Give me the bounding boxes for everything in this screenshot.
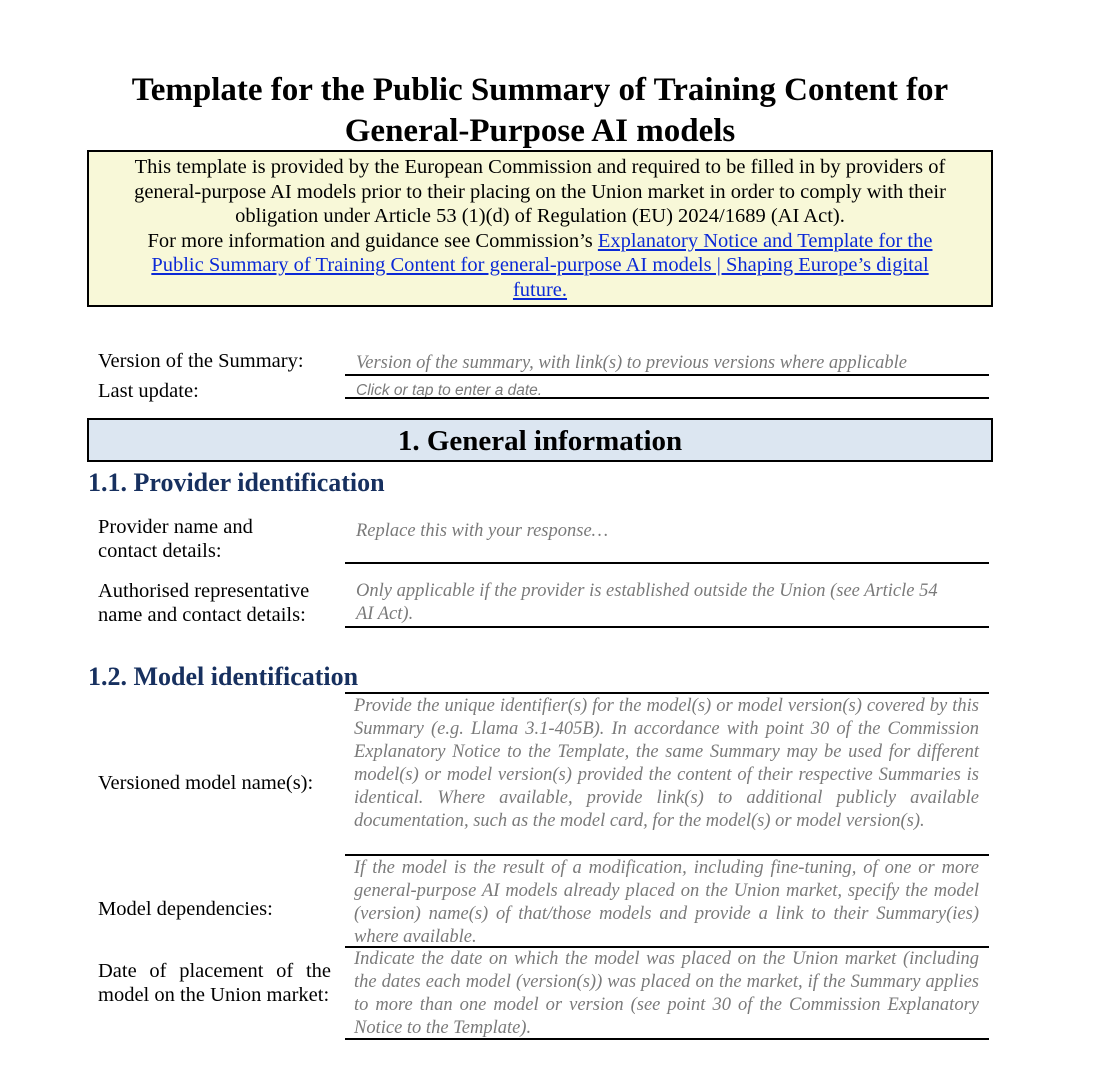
provider-label-line-1: Provider name and [98, 516, 253, 538]
notice-line-3: obligation under Article 53 (1)(d) of Regulation (EU) 2024/1689 (AI Act). [235, 205, 845, 227]
notice-line-2: general-purpose AI models prior to their placing on the Union market in order to comply with their [134, 180, 946, 203]
version-field[interactable]: Version of the summary, with link(s) to previous versions where applicable [356, 353, 907, 373]
notice-box [87, 150, 993, 307]
title-line-1: Template for the Public Summary of Training Content for [131, 72, 949, 108]
versioned-model-field[interactable]: Provide the unique identifier(s) for the model(s) or model version(s) covered by this Summary (e.g. Llama 3.1-405B). In accordance with point 30 of the Commission Explanatory Notice to the Template, the same Summary may be used for different model(s) or model version(s) provided the content of their respective Summaries is identical. Where available, provide link(s) to additional publicly available documentation, such as the model card, for the model(s) or model version(s). [354, 696, 979, 831]
last-update-date-picker[interactable]: Click or tap to enter a date. [356, 382, 543, 399]
provider-label-line-2: contact details: [98, 540, 222, 562]
provider-underline [345, 562, 989, 564]
representative-label [98, 579, 309, 627]
subsection-1-1-heading: 1.1. Provider identification [88, 468, 385, 497]
representative-placeholder-line-1: Only applicable if the provider is established outside the Union (see Article 54 [356, 581, 938, 601]
notice-line-4 [89, 229, 991, 254]
subsection-1-2-heading: 1.2. Model identification [88, 662, 359, 691]
placement-date-label: Date of placement of the model on the Union market: [98, 960, 331, 1006]
last-update-underline [345, 397, 989, 399]
representative-placeholder-line-2: AI Act). [356, 604, 414, 624]
notice-line-5 [89, 253, 991, 278]
explanatory-notice-link-end[interactable]: future. [512, 278, 568, 301]
placement-underline [345, 1038, 989, 1040]
representative-field[interactable] [356, 580, 986, 626]
version-underline [345, 374, 989, 376]
placement-date-field[interactable]: Indicate the date on which the model was placed on the Union market (including the dates each model (version(s)) was placed on the market, if the Summary applies to more than one model or version (see point 30 of the Commission Explanatory Notice to the Template). [354, 949, 979, 1038]
representative-label-line-1: Authorised representative [98, 580, 310, 602]
model-dependencies-field[interactable]: If the model is the result of a modification, including fine-tuning, of one or more general-purpose AI models already placed on the Union market, specify the model (version) name(s) of that/those models and provide a link to their Summary(ies) where available. [354, 858, 979, 947]
model-dependencies-label: Model dependencies: [98, 898, 273, 920]
last-update-label: Last update: [98, 380, 199, 402]
section-1-heading: 1. General information [87, 418, 993, 462]
versioned-top-rule [345, 692, 989, 694]
notice-line-1: This template is provided by the European Commission and required to be filled in by providers of [134, 156, 946, 178]
representative-label-line-2: name and contact details: [98, 604, 306, 626]
version-label: Version of the Summary: [98, 350, 304, 372]
document-title [60, 70, 1020, 152]
versioned-model-label: Versioned model name(s): [98, 772, 314, 794]
explanatory-notice-link[interactable]: Explanatory Notice and Template for the [597, 229, 933, 252]
provider-field[interactable]: Replace this with your response… [356, 521, 609, 541]
title-line-2: General-Purpose AI models [344, 113, 736, 149]
explanatory-notice-link-cont[interactable]: Public Summary of Training Content for general-purpose AI models | Shaping Europe’s digital [151, 254, 929, 276]
notice-line-4-prefix: For more information and guidance see Commission’s [147, 229, 598, 252]
representative-underline [345, 626, 989, 628]
provider-label [98, 515, 253, 563]
versioned-underline [345, 854, 989, 856]
notice-line-6 [89, 278, 991, 303]
